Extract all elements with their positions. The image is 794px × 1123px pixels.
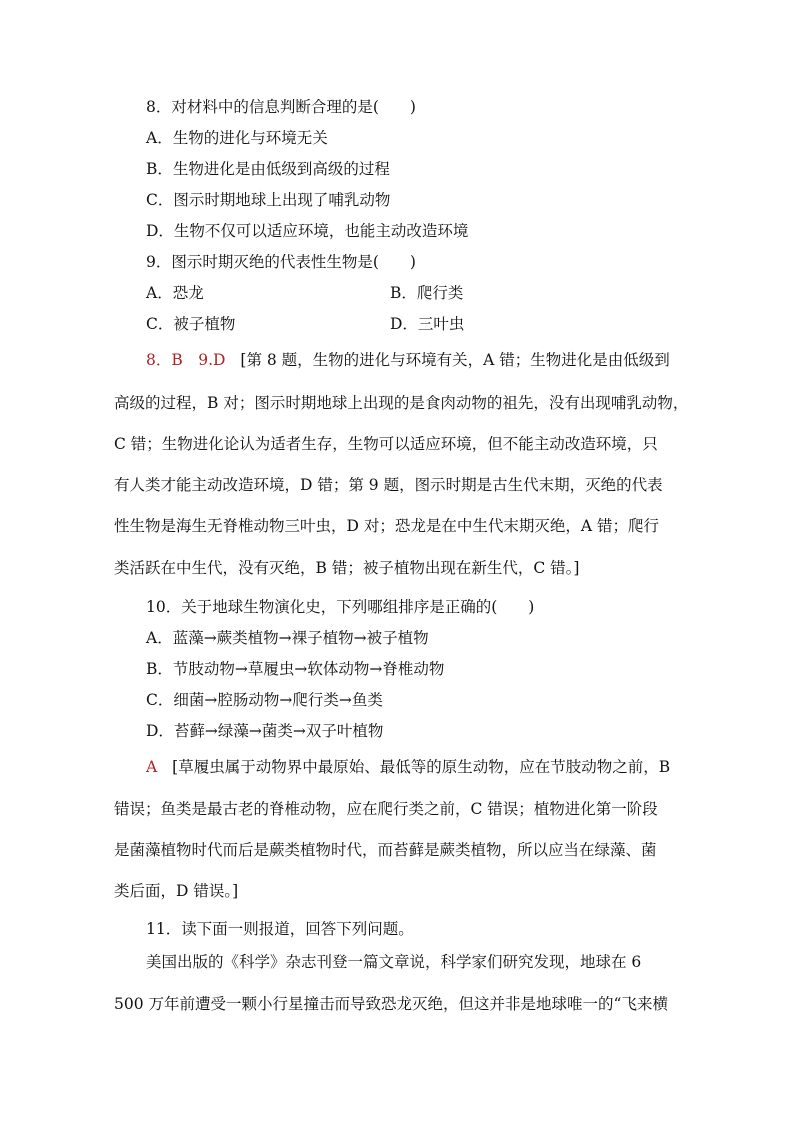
answer-10-line-2: 错误；鱼类是最古老的脊椎动物，应在爬行类之前，C 错误；植物进化第一阶段: [114, 800, 658, 818]
answer-10-line-3: 是菌藻植物时代而后是蕨类植物时代，而苔藓是蕨类植物，所以应当在绿藻、菌: [114, 841, 657, 859]
question-8-option-b: B．生物进化是由低级到高级的过程: [146, 160, 390, 178]
answer-10: [146, 757, 670, 777]
answer-8-9-label: 8．B 9.D: [146, 351, 226, 369]
question-10-stem: 10．关于地球生物演化史，下列哪组排序是正确的( ): [146, 598, 535, 616]
question-9-stem: 9．图示时期灭绝的代表性生物是( ): [146, 253, 416, 271]
question-11-text-line-1: 美国出版的《科学》杂志刊登一篇文章说，科学家们研究发现，地球在 6: [146, 953, 642, 971]
answer-8-9-line-3: C 错；生物进化论认为适者生存，生物可以适应环境，但不能主动改造环境，只: [114, 435, 658, 453]
question-8-stem: 8．对材料中的信息判断合理的是( ): [146, 98, 416, 116]
answer-10-line-1: [草履虫属于动物界中最原始、最低等的原生动物，应在节肢动物之前，B: [172, 758, 671, 776]
question-10-option-b: B．节肢动物→草履虫→软体动物→脊椎动物: [146, 660, 445, 678]
answer-8-9-line-6: 类活跃在中生代，没有灭绝，B 错；被子植物出现在新生代，C 错。]: [114, 559, 580, 577]
question-9-option-a: A．恐龙: [146, 284, 204, 302]
question-9-option-d: D．三叶虫: [390, 315, 465, 333]
answer-10-label: A: [146, 758, 158, 776]
question-11-text-line-2: 500 万年前遭受一颗小行星撞击而导致恐龙灭绝，但这并非是地球唯一的“飞来横: [114, 995, 668, 1013]
question-10-option-a: A．蓝藻→蕨类植物→裸子植物→被子植物: [146, 629, 429, 647]
answer-8-9-line-4: 有人类才能主动改造环境，D 错；第 9 题，图示时期是古生代末期，灭绝的代表: [114, 476, 663, 494]
question-11-stem: 11．读下面一则报道，回答下列问题。: [146, 920, 414, 938]
answer-8-9-line-1: [第 8 题，生物的进化与环境有关，A 错；生物进化是由低级到: [240, 351, 670, 369]
question-9-option-c: C．被子植物: [146, 315, 236, 333]
answer-8-9-line-2: 高级的过程，B 对；图示时期地球上出现的是食肉动物的祖先，没有出现哺乳动物，: [114, 394, 689, 412]
question-8-option-a: A．生物的进化与环境无关: [146, 129, 328, 147]
question-8-option-c: C．图示时期地球上出现了哺乳动物: [146, 191, 391, 209]
answer-8-9-line-5: 性生物是海生无脊椎动物三叶虫，D 对；恐龙是在中生代末期灭绝，A 错；爬行: [114, 517, 659, 535]
question-9-option-b: B．爬行类: [390, 284, 464, 302]
question-8-option-d: D．生物不仅可以适应环境，也能主动改造环境: [146, 222, 469, 240]
question-10-option-c: C．细菌→腔肠动物→爬行类→鱼类: [146, 691, 383, 709]
answer-10-line-4: 类后面，D 错误。]: [114, 882, 239, 900]
answer-8-9: [146, 350, 670, 370]
question-10-option-d: D．苔藓→绿藻→菌类→双子叶植物: [146, 722, 384, 740]
